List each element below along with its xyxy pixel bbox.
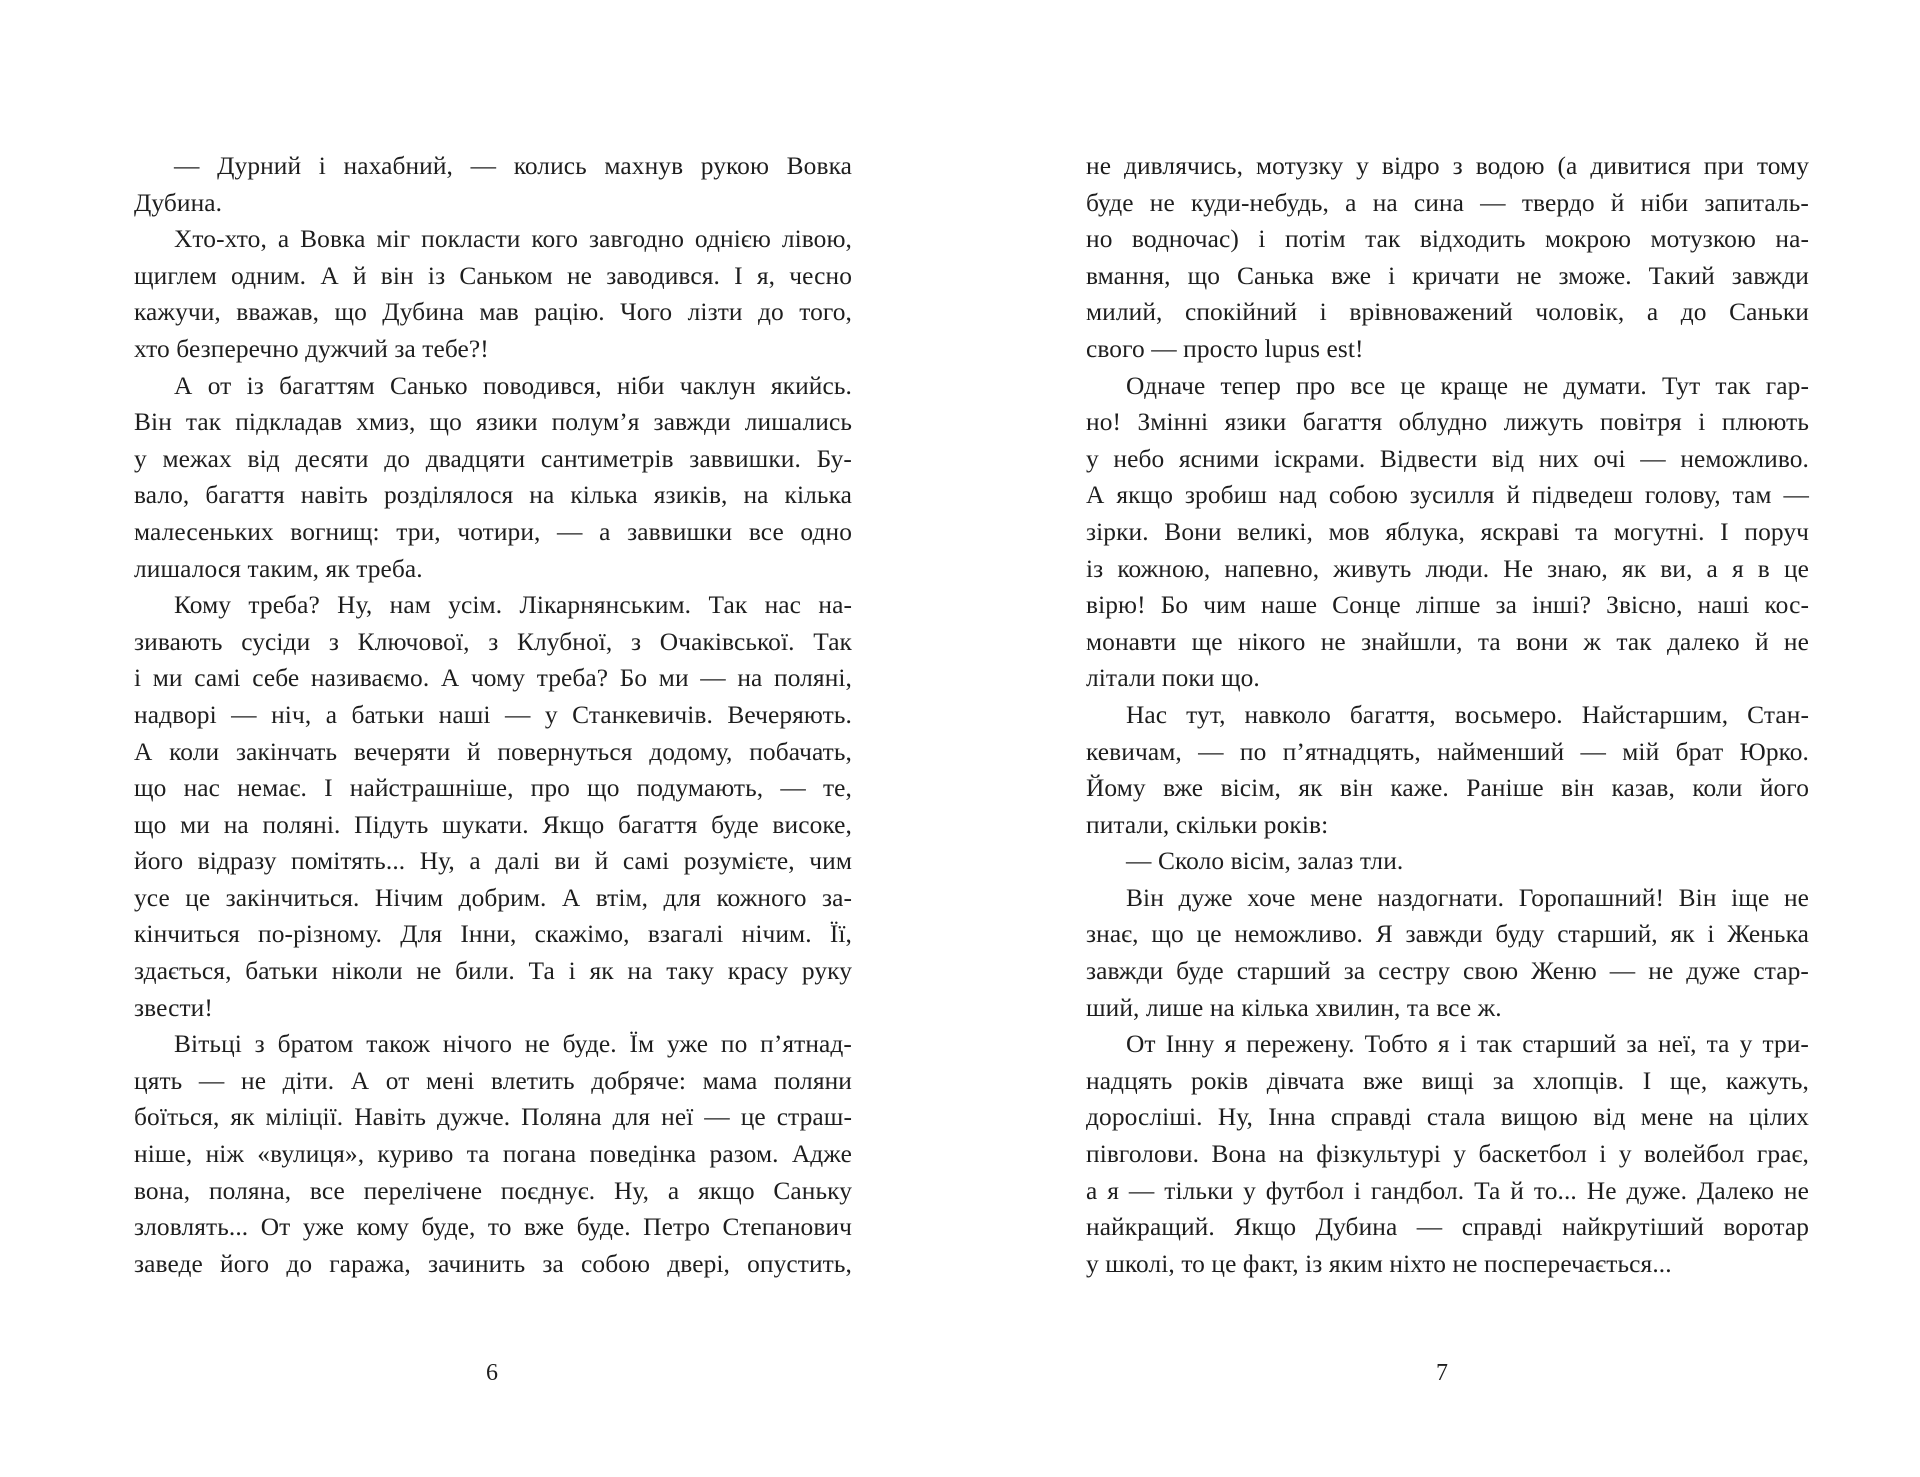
text-line: ніше, ніж «вулиця», куриво та погана поведінка разом. Адже <box>134 1140 852 1169</box>
text-line: Вітьці з братом також нічого не буде. Їм уже по п’ятнад- <box>174 1030 852 1059</box>
text-line: — Дурний і нахабний, — колись махнув рукою Вовка <box>174 152 852 180</box>
text-line: вона, поляна, все перелічене поєднує. Ну, а якщо Саньку <box>134 1176 852 1205</box>
left-page-number: 6 <box>486 1360 498 1386</box>
text-line: кінчиться по-різному. Для Інни, скажімо, взагалі нічим. Її, <box>134 920 852 949</box>
text-line: звести! <box>134 993 213 1022</box>
right-page-text <box>1086 148 1809 1282</box>
text-line: літали поки що. <box>1086 664 1260 693</box>
text-line: хто безперечно дужчий за тебе?! <box>134 334 489 363</box>
text-line: буде не куди-небудь, а на сина — твердо й ніби запиталь- <box>1086 188 1809 217</box>
right-page-number: 7 <box>1436 1360 1448 1386</box>
left-page-text <box>134 148 852 1282</box>
text-line: Хто-хто, а Вовка міг покласти кого завгодно однією лівою, <box>174 225 852 254</box>
text-line: Йому вже вісім, як він каже. Раніше він казав, коли його <box>1086 774 1809 803</box>
text-line: свого — просто lupus est! <box>1086 334 1364 363</box>
text-line: завжди буде старший за сестру свою Женю — не дуже стар- <box>1086 957 1809 986</box>
text-line: А якщо зробиш над собою зусилля й підведеш голову, там — <box>1086 481 1809 510</box>
text-line: усе це закінчиться. Нічим добрим. А втім, для кожного за- <box>134 883 852 912</box>
text-line: Одначе тепер про все це краще не думати. Тут так гар- <box>1126 371 1809 400</box>
text-line: А коли закінчать вечеряти й повернуться додому, побачать, <box>134 737 852 766</box>
text-line: милий, спокійний і врівноважений чоловік, а до Саньки <box>1086 298 1809 327</box>
text-line: не дивлячись, мотузку у відро з водою (а дивитися при тому <box>1086 152 1809 180</box>
text-line: питали, скільки років: <box>1086 810 1329 839</box>
text-line: Дубина. <box>134 188 223 217</box>
text-line: От Інну я пережену. Тобто я і так старший за неї, та у три- <box>1126 1030 1809 1059</box>
text-line: зловлять... От уже кому буде, то вже буде. Петро Степанович <box>134 1213 852 1242</box>
text-line: зірки. Вони великі, мов яблука, яскраві та могутні. І поруч <box>1086 517 1809 546</box>
text-line: А от із багаттям Санько поводився, ніби чаклун якийсь. <box>174 371 852 400</box>
text-line: півголови. Вона на фізкультурі у баскетбол і у волейбол грає, <box>1086 1140 1809 1169</box>
text-line: знає, що це неможливо. Я завжди буду старший, як і Женька <box>1086 920 1809 949</box>
text-line: Кому треба? Ну, нам усім. Лікарнянським. Так нас на- <box>174 591 852 620</box>
text-line: но водночас) і потім так відходить мокрою мотузкою на- <box>1086 225 1809 254</box>
text-line: вірю! Бо чим наше Сонце ліпше за інші? Звісно, наші кос- <box>1086 591 1809 620</box>
text-line: Він дуже хоче мене наздогнати. Горопашний! Він іще не <box>1126 883 1809 912</box>
text-line: кажучи, вважав, що Дубина мав рацію. Чого лізти до того, <box>134 298 852 327</box>
text-line: ший, лише на кілька хвилин, та все ж. <box>1086 993 1502 1022</box>
right-page <box>960 0 1920 1477</box>
text-line: цять — не діти. А от мені влетить добряче: мама поляни <box>134 1066 852 1095</box>
text-line: найкращий. Якщо Дубина — справді найкрутіший воротар <box>1086 1213 1809 1242</box>
text-line: надцять років дівчата вже вищі за хлопців. І ще, кажуть, <box>1086 1066 1809 1095</box>
text-line: а я — тільки у футбол і гандбол. Та й то... Не дуже. Далеко не <box>1086 1176 1809 1205</box>
text-line: що ми на поляні. Підуть шукати. Якщо багаття буде високе, <box>134 810 852 839</box>
text-line: що нас немає. І найстрашніше, про що подумають, — те, <box>134 774 852 803</box>
text-line: із кожною, напевно, живуть люди. Не знаю, як ви, а я в це <box>1086 554 1809 583</box>
text-line: у небо ясними іскрами. Відвести від них очі — неможливо. <box>1086 444 1809 473</box>
text-line: вало, багаття навіть розділялося на кілька язиків, на кілька <box>134 481 852 510</box>
text-line: заведе його до гаража, зачинить за собою двері, опустить, <box>134 1249 852 1278</box>
text-line: доросліші. Ну, Інна справді стала вищою від мене на цілих <box>1086 1103 1809 1132</box>
text-line: щиглем одним. А й він із Саньком не заводився. І я, чесно <box>134 261 852 290</box>
text-line: кевичам, — по п’ятнадцять, найменший — мій брат Юрко. <box>1086 737 1809 766</box>
text-line: лишалося таким, як треба. <box>134 554 423 583</box>
text-line: вмання, що Санька вже і кричати не зможе. Такий завжди <box>1086 261 1809 290</box>
text-line: і ми самі себе називаємо. А чому треба? Бо ми — на поляні, <box>134 664 852 693</box>
text-line: но! Змінні язики багаття облудно лижуть повітря і плюють <box>1086 408 1809 437</box>
text-line: малесеньких вогнищ: три, чотири, — а заввишки все одно <box>134 517 852 546</box>
text-line: у межах від десяти до двадцяти сантиметрів заввишки. Бу- <box>134 444 852 473</box>
text-line: боїться, як міліції. Навіть дужче. Поляна для неї — це страш- <box>134 1103 852 1132</box>
text-line: монавти ще нікого не знайшли, та вони ж так далеко й не <box>1086 627 1809 656</box>
text-line: надворі — ніч, а батьки наші — у Станкевичів. Вечеряють. <box>134 700 852 729</box>
text-line: його відразу помітять... Ну, а далі ви й самі розумієте, чим <box>134 847 852 876</box>
text-line: — Сколо вісім, залаз тли. <box>1126 847 1404 876</box>
text-line: Нас тут, навколо багаття, восьмеро. Найстаршим, Стан- <box>1126 700 1809 729</box>
text-line: у школі, то це факт, із яким ніхто не посперечається... <box>1086 1249 1672 1278</box>
text-line: Він так підкладав хмиз, що язики полум’я завжди лишались <box>134 408 852 437</box>
text-line: здається, батьки ніколи не били. Та і як на таку красу руку <box>134 957 852 986</box>
text-line: зивають сусіди з Ключової, з Клубної, з Очаківської. Так <box>134 627 852 656</box>
